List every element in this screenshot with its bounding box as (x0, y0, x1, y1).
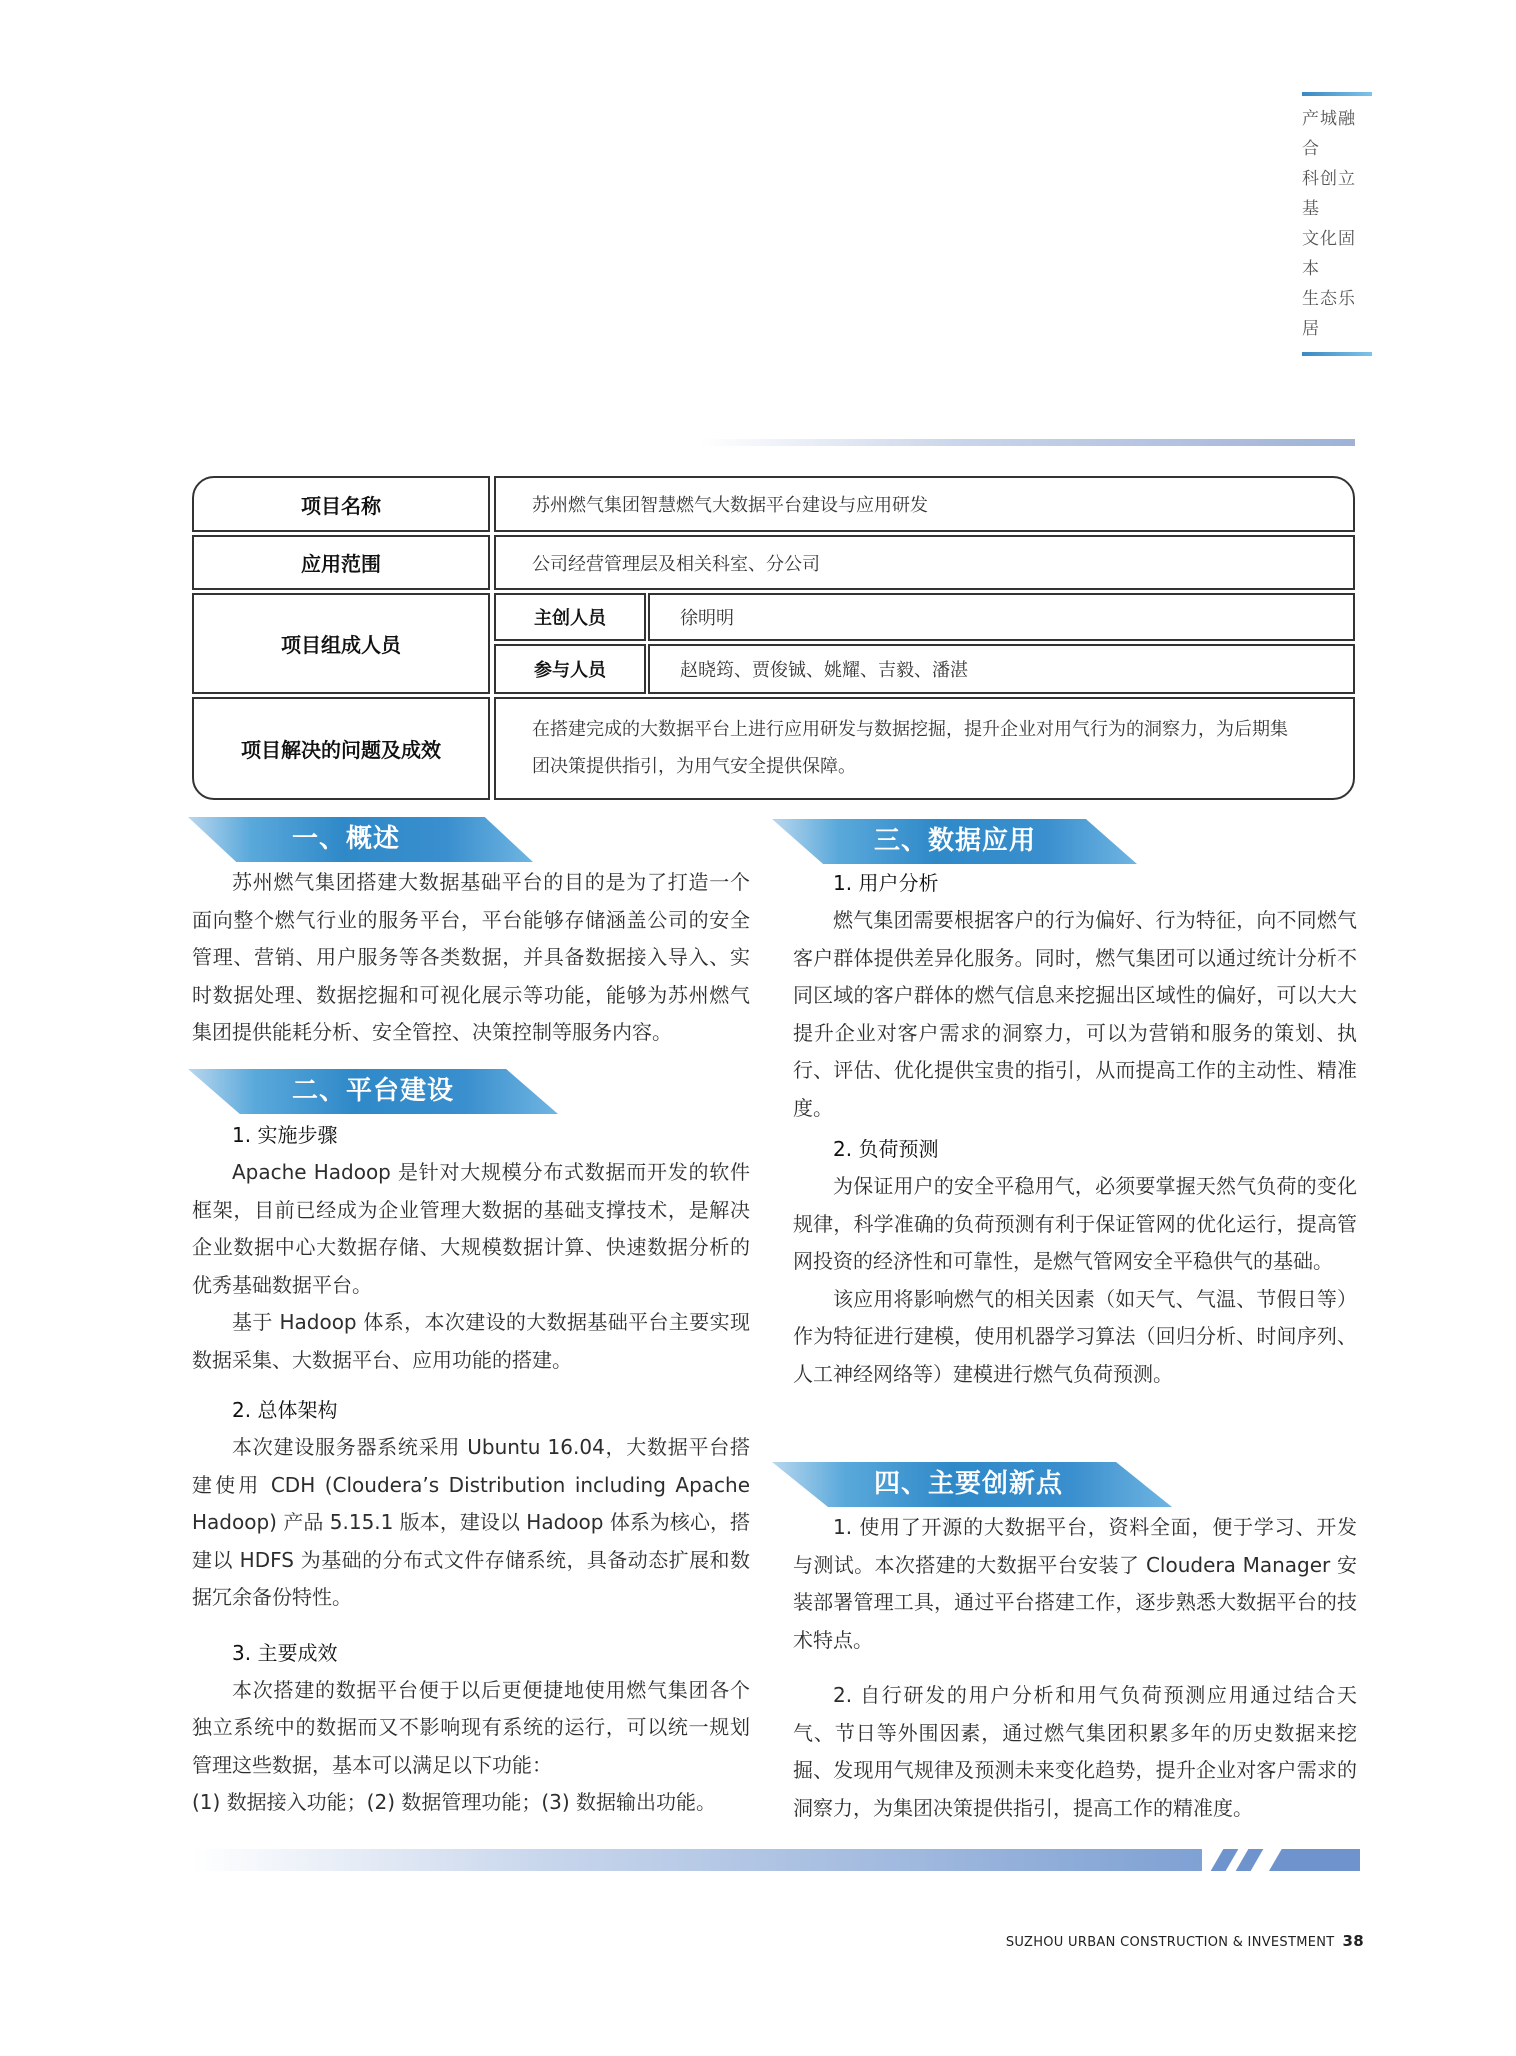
section-title: 二、平台建设 (292, 1076, 455, 1106)
bottom-bar-tail (1269, 1849, 1360, 1871)
paragraph: 2. 自行研发的用户分析和用气负荷预测应用通过结合天气、节日等外围因素，通过燃气集团积累多年的历史数据来挖掘、发现用气规律及预测未来变化趋势，提升企业对客户需求的洞察力，为集团决策提供指引，提高工作的精准度。 (793, 1683, 1357, 1820)
data-app-content (793, 865, 1357, 1393)
tagline-bottom-bar (1302, 352, 1372, 356)
value-participants: 赵晓筠、贾俊铖、姚耀、吉毅、潘湛 (648, 644, 1355, 694)
section-title: 四、主要创新点 (874, 1469, 1064, 1499)
tagline-line: 生态乐居 (1302, 289, 1356, 339)
paragraph: 苏州燃气集团搭建大数据基础平台的目的是为了打造一个面向整个燃气行业的服务平台，平台能够存储涵盖公司的安全管理、营销、用户服务等各类数据，并具备数据接入导入、实时数据处理、数据挖掘和可视化展示等功能，能够为苏州燃气集团提供能耗分析、安全管控、决策控制等服务内容。 (192, 870, 750, 1044)
tagline-top-bar (1302, 92, 1372, 96)
bottom-bar-slash (1211, 1849, 1239, 1871)
tagline (1302, 92, 1372, 356)
value-results-line: 团决策提供指引，为用气安全提供保障。 (532, 756, 856, 777)
paragraph: 燃气集团需要根据客户的行为偏好、行为特征，向不同燃气客户群体提供差异化服务。同时，燃气集团可以通过统计分析不同区域的客户群体的燃气信息来挖掘出区域性的偏好，可以大大提升企业对客户需求的洞察力，可以为营销和服务的策划、执行、评估、优化提供宝贵的指引，从而提高工作的主动性、精准度。 (793, 908, 1357, 1120)
innovation-content (793, 1509, 1357, 1827)
paragraph: 为保证用户的安全平稳用气，必须要掌握天然气负荷的变化规律，科学准确的负荷预测有利于保证管网的优化运行，提高管网投资的经济性和可靠性，是燃气管网安全平稳供气的基础。 (793, 1174, 1357, 1273)
subheading: 3. 主要成效 (232, 1640, 338, 1665)
overview-text (192, 864, 750, 1052)
section-title: 三、数据应用 (874, 826, 1037, 856)
section-header-overview (188, 817, 533, 862)
decorative-top-line (700, 439, 1355, 446)
paragraph: 本次建设服务器系统采用 Ubuntu 16.04，大数据平台搭建使用 CDH (Cloudera’s Distribution including Apache Hadoop) 产品 5.15.1 版本，建设以 Hadoop 体系为核心，搭建以 HDFS 为基础的分布式文件存储系统，具备动态扩展和数据冗余备份特性。 (192, 1435, 750, 1609)
section-header-innovation (772, 1462, 1172, 1507)
subheading: 2. 负荷预测 (833, 1137, 939, 1161)
paragraph: Apache Hadoop 是针对大规模分布式数据而开发的软件框架，目前已经成为企业管理大数据的基础支撑技术，是解决企业数据中心大数据存储、大规模数据计算、快速数据分析的优秀基础数据平台。 (192, 1160, 750, 1297)
label-members: 项目组成人员 (192, 593, 490, 694)
magazine-name: SUZHOU URBAN CONSTRUCTION & INVESTMENT (1005, 1935, 1335, 1950)
paragraph: 该应用将影响燃气的相关因素（如天气、气温、节假日等）作为特征进行建模，使用机器学习算法（回归分析、时间序列、人工神经网络等）建模进行燃气负荷预测。 (793, 1286, 1357, 1386)
subheading: 1. 用户分析 (833, 871, 939, 895)
page-footer (1006, 1932, 1364, 1950)
subheading: 1. 实施步骤 (232, 1123, 338, 1147)
section-header-data-app (772, 819, 1137, 864)
value-results (494, 697, 1355, 800)
tagline-line: 产城融合 (1302, 109, 1356, 159)
bottom-decorative-bar (192, 1849, 1360, 1871)
label-scope: 应用范围 (192, 535, 490, 590)
bottom-bar-gradient (192, 1849, 1202, 1871)
label-lead: 主创人员 (494, 593, 646, 641)
section-title: 一、概述 (292, 824, 401, 854)
tagline-line: 文化固本 (1302, 229, 1356, 279)
value-scope: 公司经营管理层及相关科室、分公司 (494, 535, 1355, 590)
tagline-line: 科创立基 (1302, 169, 1356, 219)
value-results-line: 在搭建完成的大数据平台上进行应用研发与数据挖掘，提升企业对用气行为的洞察力，为后期集 (532, 719, 1288, 740)
label-results: 项目解决的问题及成效 (192, 697, 490, 800)
paragraph: 基于 Hadoop 体系，本次建设的大数据基础平台主要实现数据采集、大数据平台、应用功能的搭建。 (192, 1310, 750, 1372)
label-project-name: 项目名称 (192, 476, 490, 532)
value-project-name: 苏州燃气集团智慧燃气大数据平台建设与应用研发 (494, 476, 1355, 532)
project-info-table (192, 476, 1355, 800)
paragraph: (1) 数据接入功能；(2) 数据管理功能；(3) 数据输出功能。 (192, 1790, 717, 1814)
subheading: 2. 总体架构 (232, 1398, 338, 1422)
bottom-bar-slash (1236, 1849, 1264, 1871)
page-number: 38 (1342, 1932, 1364, 1950)
section-header-platform (188, 1069, 558, 1114)
label-participants: 参与人员 (494, 644, 646, 694)
platform-content (192, 1117, 750, 1822)
paragraph: 1. 使用了开源的大数据平台，资料全面，便于学习、开发与测试。本次搭建的大数据平台安装了 Cloudera Manager 安装部署管理工具，通过平台搭建工作，逐步熟悉大数据平台的技术特点。 (793, 1515, 1357, 1652)
value-lead: 徐明明 (648, 593, 1355, 641)
paragraph: 本次搭建的数据平台便于以后更便捷地使用燃气集团各个独立系统中的数据而又不影响现有系统的运行，可以统一规划管理这些数据，基本可以满足以下功能： (192, 1677, 750, 1777)
